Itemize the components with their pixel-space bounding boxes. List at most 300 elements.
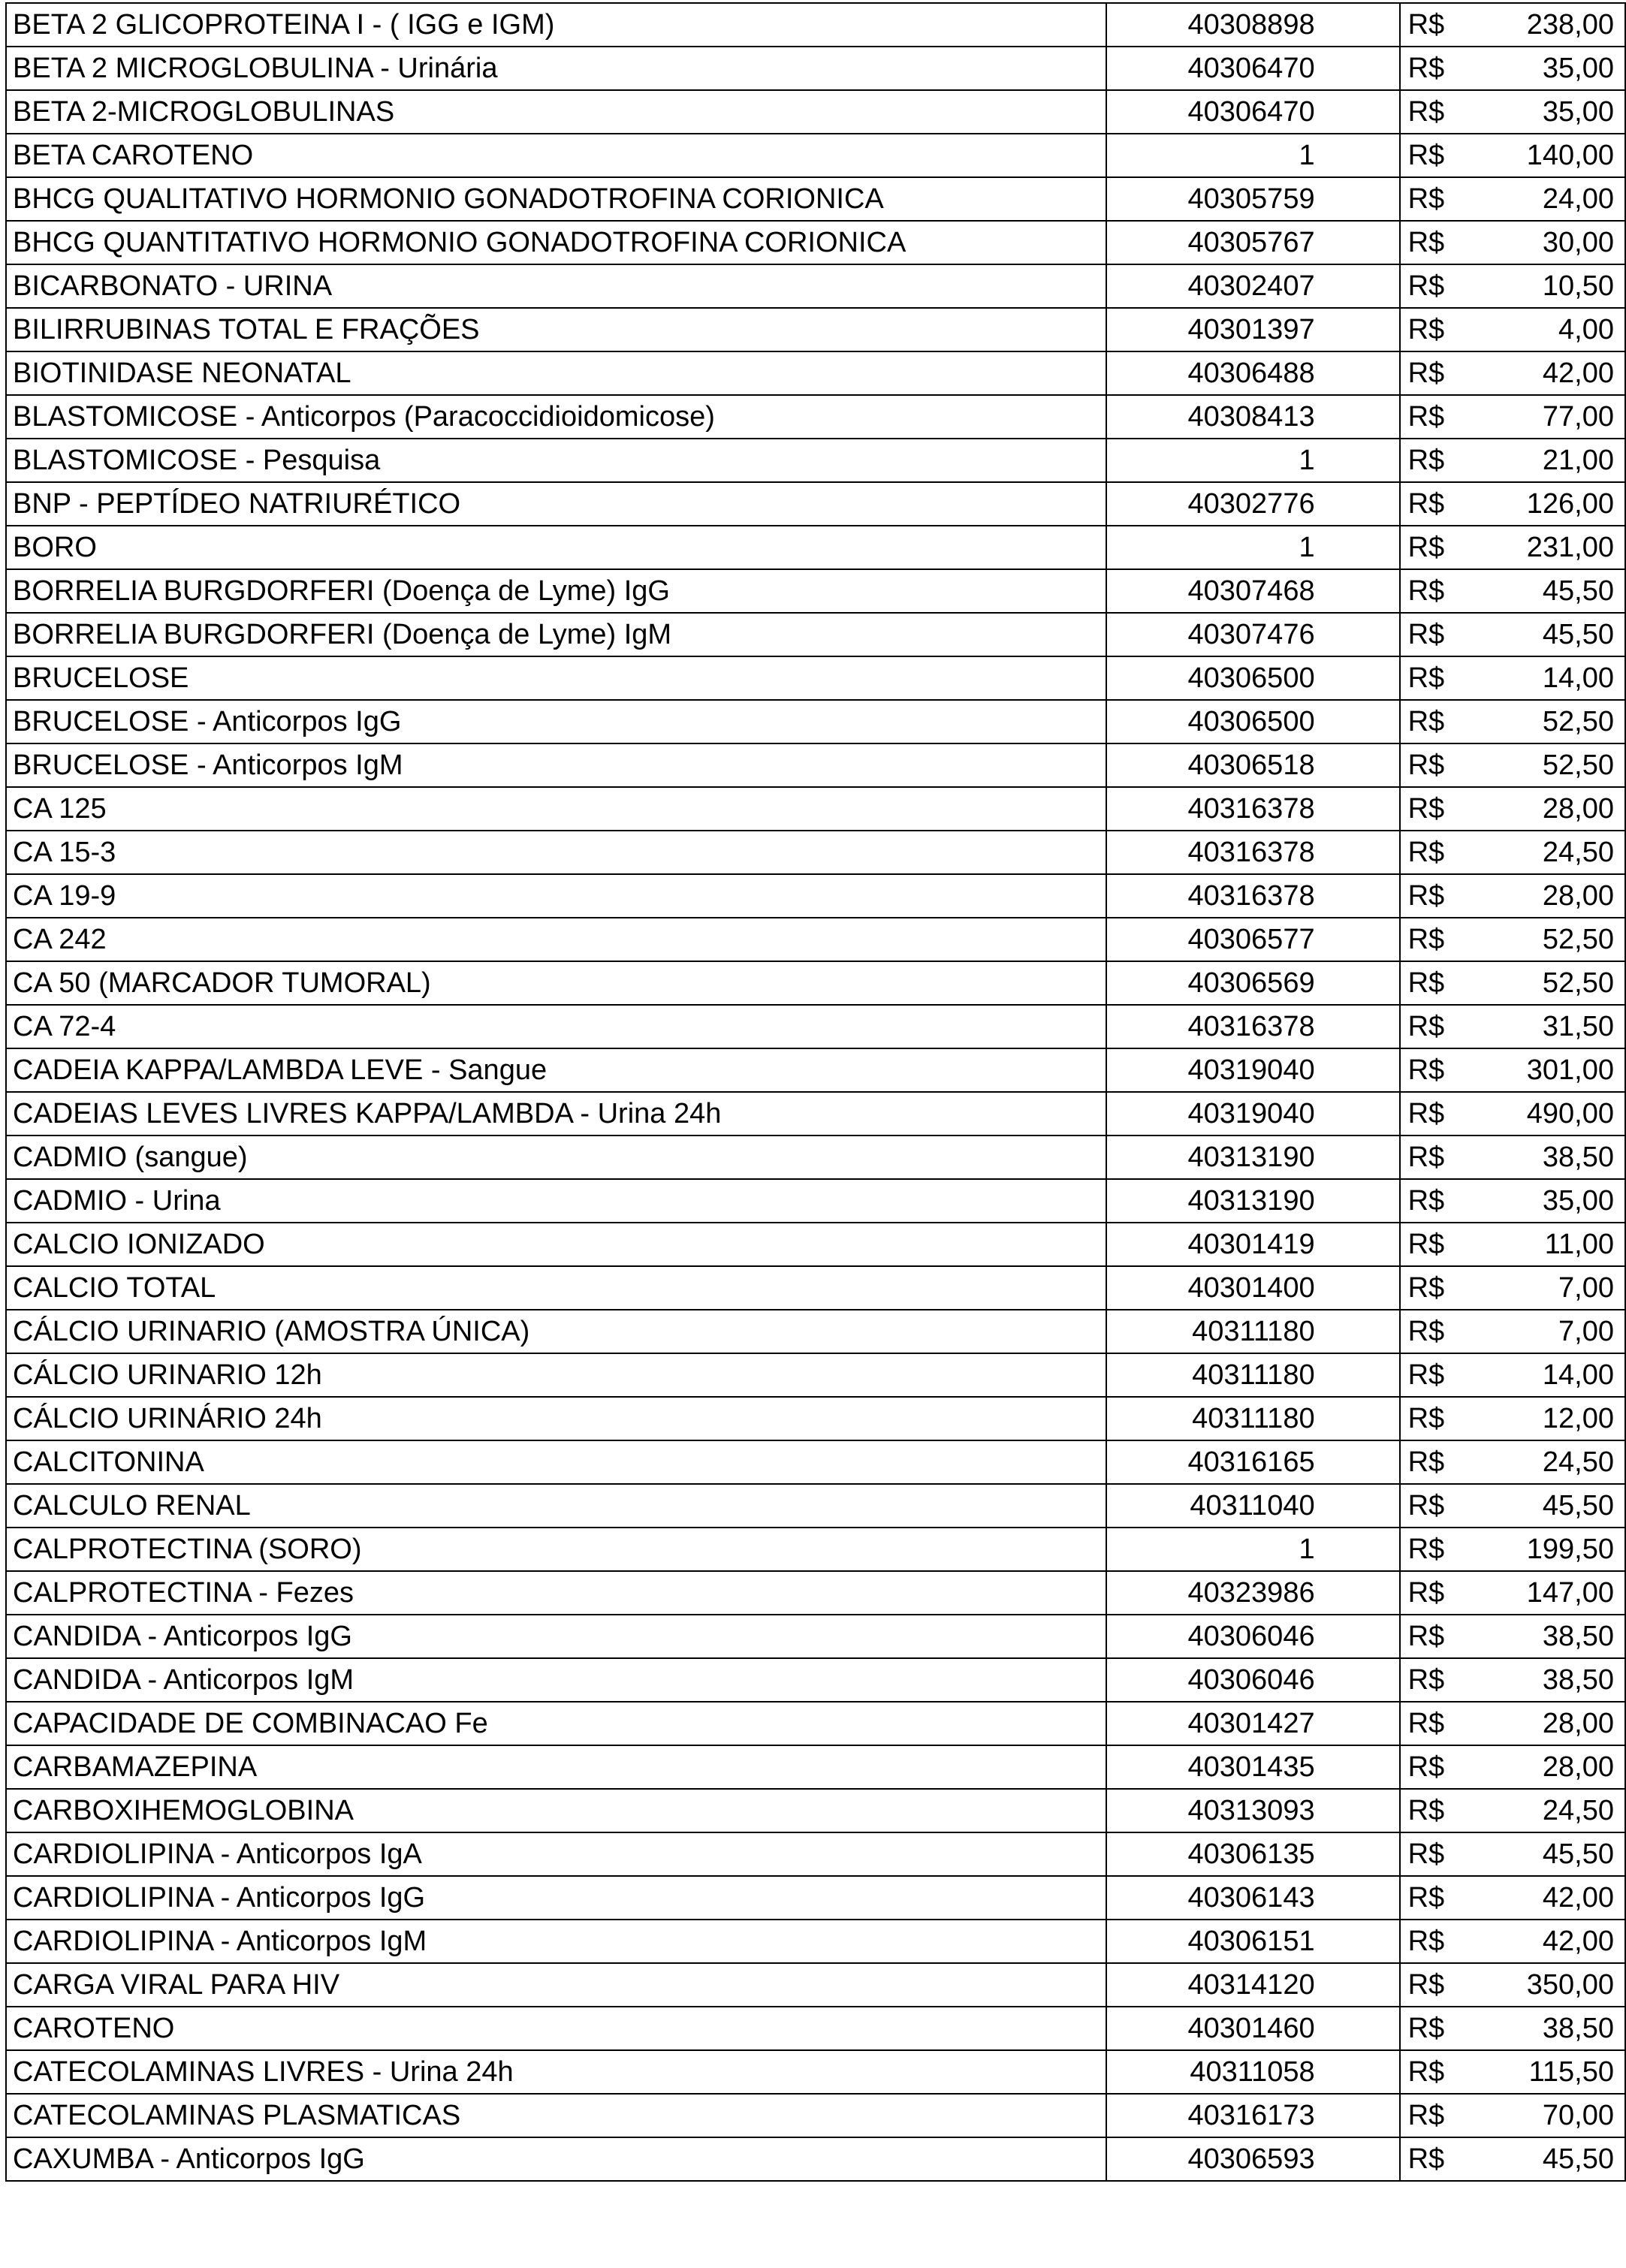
currency-symbol: R$: [1407, 1708, 1445, 1739]
exam-name-cell: CAPACIDADE DE COMBINACAO Fe: [6, 1702, 1106, 1745]
price-cell: [1400, 700, 1625, 743]
price-cell: [1400, 1136, 1625, 1179]
exam-code-cell: 1: [1106, 439, 1399, 482]
table-row: [6, 3, 1625, 47]
exam-code-cell: 40316378: [1106, 874, 1399, 918]
exam-code-cell: 40306135: [1106, 1832, 1399, 1876]
table-row: [6, 1702, 1625, 1745]
table-row: [6, 569, 1625, 613]
exam-name-cell: BILIRRUBINAS TOTAL E FRAÇÕES: [6, 308, 1106, 351]
price-value: 42,00: [1542, 1926, 1614, 1957]
table-row: [6, 1223, 1625, 1266]
price-cell: [1400, 1702, 1625, 1745]
price-value: 231,00: [1526, 532, 1614, 563]
table-row: [6, 1440, 1625, 1484]
price-value: 14,00: [1542, 1359, 1614, 1391]
exam-name-cell: BETA 2-MICROGLOBULINAS: [6, 90, 1106, 134]
price-cell: [1400, 918, 1625, 961]
table-row: [6, 961, 1625, 1005]
price-cell: [1400, 1832, 1625, 1876]
exam-name-cell: CARDIOLIPINA - Anticorpos IgA: [6, 1832, 1106, 1876]
exam-code-cell: 40302407: [1106, 264, 1399, 308]
exam-name-cell: CANDIDA - Anticorpos IgG: [6, 1615, 1106, 1658]
exam-name-cell: CAROTENO: [6, 2007, 1106, 2050]
exam-name-cell: CA 50 (MARCADOR TUMORAL): [6, 961, 1106, 1005]
price-value: 38,50: [1542, 2013, 1614, 2044]
currency-symbol: R$: [1407, 924, 1445, 955]
currency-symbol: R$: [1407, 575, 1445, 607]
price-value: 490,00: [1526, 1098, 1614, 1129]
exam-name-cell: BHCG QUALITATIVO HORMONIO GONADOTROFINA CORIONICA: [6, 177, 1106, 221]
price-cell: [1400, 1484, 1625, 1528]
table-row: [6, 1005, 1625, 1048]
price-value: 42,00: [1542, 1882, 1614, 1914]
exam-code-cell: 40302776: [1106, 482, 1399, 526]
exam-name-cell: BICARBONATO - URINA: [6, 264, 1106, 308]
price-cell: [1400, 1353, 1625, 1397]
price-value: 115,50: [1528, 2056, 1614, 2088]
exam-name-cell: BETA 2 GLICOPROTEINA I - ( IGG e IGM): [6, 3, 1106, 47]
table-row: [6, 134, 1625, 177]
table-row: [6, 1571, 1625, 1615]
table-row: [6, 918, 1625, 961]
currency-symbol: R$: [1407, 1011, 1445, 1042]
table-row: [6, 700, 1625, 743]
exam-code-cell: 40311180: [1106, 1310, 1399, 1353]
currency-symbol: R$: [1407, 1142, 1445, 1173]
currency-symbol: R$: [1407, 1229, 1445, 1260]
exam-name-cell: CARBAMAZEPINA: [6, 1745, 1106, 1789]
price-cell: [1400, 439, 1625, 482]
exam-name-cell: CATECOLAMINAS PLASMATICAS: [6, 2094, 1106, 2137]
currency-symbol: R$: [1407, 314, 1445, 345]
table-row: [6, 1615, 1625, 1658]
price-value: 45,50: [1542, 1838, 1614, 1870]
price-cell: [1400, 1789, 1625, 1832]
exam-code-cell: 40308413: [1106, 395, 1399, 439]
price-cell: [1400, 613, 1625, 656]
price-cell: [1400, 1440, 1625, 1484]
table-row: [6, 308, 1625, 351]
price-value: 147,00: [1526, 1577, 1614, 1609]
price-value: 38,50: [1542, 1621, 1614, 1652]
price-cell: [1400, 134, 1625, 177]
exam-name-cell: BETA 2 MICROGLOBULINA - Urinária: [6, 47, 1106, 90]
price-value: 350,00: [1526, 1969, 1614, 2001]
price-value: 38,50: [1542, 1664, 1614, 1696]
table-row: [6, 743, 1625, 787]
exam-code-cell: 40316165: [1106, 1440, 1399, 1484]
exam-code-cell: 40308898: [1106, 3, 1399, 47]
currency-symbol: R$: [1407, 1272, 1445, 1304]
currency-symbol: R$: [1407, 96, 1445, 128]
exam-code-cell: 40305767: [1106, 221, 1399, 264]
table-row: [6, 1179, 1625, 1223]
table-row: [6, 1310, 1625, 1353]
exam-code-cell: 40323986: [1106, 1571, 1399, 1615]
table-row: [6, 787, 1625, 831]
exam-code-cell: 40306577: [1106, 918, 1399, 961]
table-row: [6, 1048, 1625, 1092]
exam-name-cell: BORRELIA BURGDORFERI (Doença de Lyme) IgG: [6, 569, 1106, 613]
exam-name-cell: CÁLCIO URINARIO 12h: [6, 1353, 1106, 1397]
price-cell: [1400, 1963, 1625, 2007]
table-row: [6, 395, 1625, 439]
price-cell: [1400, 569, 1625, 613]
currency-symbol: R$: [1407, 1316, 1445, 1347]
exam-name-cell: BORRELIA BURGDORFERI (Doença de Lyme) IgM: [6, 613, 1106, 656]
price-cell: [1400, 1658, 1625, 1702]
table-row: [6, 831, 1625, 874]
currency-symbol: R$: [1407, 140, 1445, 171]
price-value: 35,00: [1542, 1185, 1614, 1217]
exam-code-cell: 40306470: [1106, 47, 1399, 90]
exam-code-cell: 40301419: [1106, 1223, 1399, 1266]
currency-symbol: R$: [1407, 357, 1445, 389]
table-row: [6, 1136, 1625, 1179]
table-row: [6, 221, 1625, 264]
price-cell: [1400, 177, 1625, 221]
exam-code-cell: 40316378: [1106, 787, 1399, 831]
currency-symbol: R$: [1407, 1359, 1445, 1391]
currency-symbol: R$: [1407, 1054, 1445, 1086]
table-row: [6, 1528, 1625, 1571]
table-row: [6, 1484, 1625, 1528]
exam-name-cell: CÁLCIO URINÁRIO 24h: [6, 1397, 1106, 1440]
exam-name-cell: CALCULO RENAL: [6, 1484, 1106, 1528]
exam-code-cell: 40313190: [1106, 1179, 1399, 1223]
table-row: [6, 90, 1625, 134]
table-row: [6, 264, 1625, 308]
currency-symbol: R$: [1407, 1926, 1445, 1957]
currency-symbol: R$: [1407, 619, 1445, 650]
table-row: [6, 2094, 1625, 2137]
exam-name-cell: BHCG QUANTITATIVO HORMONIO GONADOTROFINA CORIONICA: [6, 221, 1106, 264]
exam-name-cell: CAXUMBA - Anticorpos IgG: [6, 2137, 1106, 2181]
exam-code-cell: 40306500: [1106, 656, 1399, 700]
price-value: 126,00: [1526, 488, 1614, 520]
table-row: [6, 1658, 1625, 1702]
currency-symbol: R$: [1407, 1664, 1445, 1696]
price-cell: [1400, 2094, 1625, 2137]
exam-code-cell: 40316173: [1106, 2094, 1399, 2137]
price-value: 52,50: [1542, 924, 1614, 955]
price-value: 301,00: [1526, 1054, 1614, 1086]
price-value: 35,00: [1542, 96, 1614, 128]
table-row: [6, 1266, 1625, 1310]
price-cell: [1400, 264, 1625, 308]
price-cell: [1400, 1876, 1625, 1920]
exam-name-cell: CA 242: [6, 918, 1106, 961]
exam-name-cell: CA 15-3: [6, 831, 1106, 874]
price-value: 35,00: [1542, 53, 1614, 84]
currency-symbol: R$: [1407, 1751, 1445, 1783]
currency-symbol: R$: [1407, 1795, 1445, 1826]
price-value: 4,00: [1558, 314, 1614, 345]
price-cell: [1400, 1571, 1625, 1615]
currency-symbol: R$: [1407, 880, 1445, 912]
exam-code-cell: 40306569: [1106, 961, 1399, 1005]
price-value: 38,50: [1542, 1142, 1614, 1173]
exam-code-cell: 1: [1106, 526, 1399, 569]
currency-symbol: R$: [1407, 2013, 1445, 2044]
exam-name-cell: CADEIAS LEVES LIVRES KAPPA/LAMBDA - Urina 24h: [6, 1092, 1106, 1136]
price-value: 45,50: [1542, 2143, 1614, 2175]
exam-code-cell: 40301427: [1106, 1702, 1399, 1745]
price-cell: [1400, 1266, 1625, 1310]
price-value: 52,50: [1542, 706, 1614, 737]
price-cell: [1400, 787, 1625, 831]
table-row: [6, 526, 1625, 569]
price-value: 238,00: [1526, 9, 1614, 41]
price-value: 10,50: [1542, 270, 1614, 302]
price-value: 45,50: [1542, 619, 1614, 650]
price-value: 28,00: [1542, 1708, 1614, 1739]
price-cell: [1400, 2137, 1625, 2181]
price-value: 28,00: [1542, 880, 1614, 912]
price-cell: [1400, 1223, 1625, 1266]
exam-name-cell: CANDIDA - Anticorpos IgM: [6, 1658, 1106, 1702]
currency-symbol: R$: [1407, 967, 1445, 999]
exam-name-cell: BRUCELOSE: [6, 656, 1106, 700]
table-row: [6, 1092, 1625, 1136]
price-cell: [1400, 351, 1625, 395]
table-row: [6, 177, 1625, 221]
currency-symbol: R$: [1407, 227, 1445, 258]
exam-name-cell: CARBOXIHEMOGLOBINA: [6, 1789, 1106, 1832]
price-cell: [1400, 47, 1625, 90]
price-cell: [1400, 1745, 1625, 1789]
table-row: [6, 1876, 1625, 1920]
exam-code-cell: 40313093: [1106, 1789, 1399, 1832]
price-cell: [1400, 961, 1625, 1005]
table-row: [6, 2137, 1625, 2181]
price-cell: [1400, 1310, 1625, 1353]
table-row: [6, 482, 1625, 526]
table-row: [6, 1920, 1625, 1963]
exam-name-cell: BRUCELOSE - Anticorpos IgM: [6, 743, 1106, 787]
exam-code-cell: 40306470: [1106, 90, 1399, 134]
price-value: 52,50: [1542, 749, 1614, 781]
price-value: 42,00: [1542, 357, 1614, 389]
exam-name-cell: CADEIA KAPPA/LAMBDA LEVE - Sangue: [6, 1048, 1106, 1092]
currency-symbol: R$: [1407, 445, 1445, 476]
price-cell: [1400, 1179, 1625, 1223]
price-cell: [1400, 1615, 1625, 1658]
price-value: 52,50: [1542, 967, 1614, 999]
exam-name-cell: CA 19-9: [6, 874, 1106, 918]
table-row: [6, 874, 1625, 918]
price-value: 28,00: [1542, 793, 1614, 825]
currency-symbol: R$: [1407, 749, 1445, 781]
currency-symbol: R$: [1407, 401, 1445, 433]
price-value: 45,50: [1542, 575, 1614, 607]
price-cell: [1400, 1528, 1625, 1571]
currency-symbol: R$: [1407, 1098, 1445, 1129]
table-row: [6, 613, 1625, 656]
exam-code-cell: 40311180: [1106, 1353, 1399, 1397]
price-table: [5, 2, 1626, 2182]
table-row: [6, 2007, 1625, 2050]
currency-symbol: R$: [1407, 1577, 1445, 1609]
price-cell: [1400, 1005, 1625, 1048]
table-row: [6, 1353, 1625, 1397]
price-cell: [1400, 874, 1625, 918]
price-value: 31,50: [1542, 1011, 1614, 1042]
table-row: [6, 439, 1625, 482]
currency-symbol: R$: [1407, 1882, 1445, 1914]
exam-code-cell: 40313190: [1106, 1136, 1399, 1179]
exam-code-cell: 40306593: [1106, 2137, 1399, 2181]
exam-code-cell: 40311040: [1106, 1484, 1399, 1528]
exam-name-cell: BLASTOMICOSE - Pesquisa: [6, 439, 1106, 482]
currency-symbol: R$: [1407, 1969, 1445, 2001]
table-row: [6, 1397, 1625, 1440]
exam-name-cell: CALCIO IONIZADO: [6, 1223, 1106, 1266]
price-cell: [1400, 2007, 1625, 2050]
exam-code-cell: 40316378: [1106, 1005, 1399, 1048]
price-cell: [1400, 1397, 1625, 1440]
price-table-body: [6, 3, 1625, 2181]
currency-symbol: R$: [1407, 2056, 1445, 2088]
exam-name-cell: CARDIOLIPINA - Anticorpos IgM: [6, 1920, 1106, 1963]
price-value: 14,00: [1542, 662, 1614, 694]
price-value: 24,50: [1542, 1795, 1614, 1826]
currency-symbol: R$: [1407, 1185, 1445, 1217]
price-value: 21,00: [1542, 445, 1614, 476]
currency-symbol: R$: [1407, 488, 1445, 520]
exam-code-cell: 40306500: [1106, 700, 1399, 743]
exam-code-cell: 40311180: [1106, 1397, 1399, 1440]
exam-code-cell: 40307476: [1106, 613, 1399, 656]
exam-code-cell: 40319040: [1106, 1092, 1399, 1136]
table-row: [6, 351, 1625, 395]
currency-symbol: R$: [1407, 662, 1445, 694]
exam-code-cell: 40306488: [1106, 351, 1399, 395]
exam-code-cell: 1: [1106, 134, 1399, 177]
exam-code-cell: 40319040: [1106, 1048, 1399, 1092]
currency-symbol: R$: [1407, 1534, 1445, 1565]
exam-code-cell: 40301435: [1106, 1745, 1399, 1789]
currency-symbol: R$: [1407, 706, 1445, 737]
currency-symbol: R$: [1407, 532, 1445, 563]
exam-name-cell: BNP - PEPTÍDEO NATRIURÉTICO: [6, 482, 1106, 526]
currency-symbol: R$: [1407, 53, 1445, 84]
exam-name-cell: CÁLCIO URINARIO (AMOSTRA ÚNICA): [6, 1310, 1106, 1353]
price-value: 30,00: [1542, 227, 1614, 258]
exam-code-cell: 40306518: [1106, 743, 1399, 787]
price-cell: [1400, 1920, 1625, 1963]
table-row: [6, 1963, 1625, 2007]
exam-name-cell: CARGA VIRAL PARA HIV: [6, 1963, 1106, 2007]
exam-code-cell: 1: [1106, 1528, 1399, 1571]
currency-symbol: R$: [1407, 1838, 1445, 1870]
price-cell: [1400, 831, 1625, 874]
price-cell: [1400, 395, 1625, 439]
exam-name-cell: BRUCELOSE - Anticorpos IgG: [6, 700, 1106, 743]
exam-code-cell: 40306046: [1106, 1658, 1399, 1702]
price-cell: [1400, 2050, 1625, 2094]
currency-symbol: R$: [1407, 1621, 1445, 1652]
exam-name-cell: CADMIO - Urina: [6, 1179, 1106, 1223]
currency-symbol: R$: [1407, 2100, 1445, 2131]
exam-code-cell: 40305759: [1106, 177, 1399, 221]
currency-symbol: R$: [1407, 1490, 1445, 1522]
exam-code-cell: 40301460: [1106, 2007, 1399, 2050]
price-cell: [1400, 221, 1625, 264]
currency-symbol: R$: [1407, 2143, 1445, 2175]
price-cell: [1400, 482, 1625, 526]
price-cell: [1400, 1092, 1625, 1136]
table-row: [6, 656, 1625, 700]
price-cell: [1400, 1048, 1625, 1092]
price-cell: [1400, 743, 1625, 787]
price-value: 45,50: [1542, 1490, 1614, 1522]
table-row: [6, 1832, 1625, 1876]
exam-name-cell: CA 72-4: [6, 1005, 1106, 1048]
price-cell: [1400, 3, 1625, 47]
exam-code-cell: 40314120: [1106, 1963, 1399, 2007]
exam-name-cell: BLASTOMICOSE - Anticorpos (Paracoccidioidomicose): [6, 395, 1106, 439]
price-value: 24,00: [1542, 183, 1614, 215]
exam-code-cell: 40306151: [1106, 1920, 1399, 1963]
price-cell: [1400, 526, 1625, 569]
price-value: 77,00: [1542, 401, 1614, 433]
exam-code-cell: 40301397: [1106, 308, 1399, 351]
price-value: 11,00: [1544, 1229, 1614, 1260]
price-value: 24,50: [1542, 837, 1614, 868]
price-value: 199,50: [1526, 1534, 1614, 1565]
exam-code-cell: 40301400: [1106, 1266, 1399, 1310]
currency-symbol: R$: [1407, 1446, 1445, 1478]
price-value: 7,00: [1558, 1316, 1614, 1347]
exam-name-cell: CARDIOLIPINA - Anticorpos IgG: [6, 1876, 1106, 1920]
exam-code-cell: 40316378: [1106, 831, 1399, 874]
price-cell: [1400, 90, 1625, 134]
currency-symbol: R$: [1407, 1403, 1445, 1434]
table-row: [6, 2050, 1625, 2094]
exam-code-cell: 40306143: [1106, 1876, 1399, 1920]
price-value: 28,00: [1542, 1751, 1614, 1783]
price-value: 70,00: [1542, 2100, 1614, 2131]
currency-symbol: R$: [1407, 9, 1445, 41]
currency-symbol: R$: [1407, 270, 1445, 302]
price-value: 140,00: [1526, 140, 1614, 171]
price-cell: [1400, 308, 1625, 351]
currency-symbol: R$: [1407, 837, 1445, 868]
table-row: [6, 1745, 1625, 1789]
exam-code-cell: 40307468: [1106, 569, 1399, 613]
exam-name-cell: BIOTINIDASE NEONATAL: [6, 351, 1106, 395]
exam-name-cell: CALPROTECTINA - Fezes: [6, 1571, 1106, 1615]
exam-name-cell: CADMIO (sangue): [6, 1136, 1106, 1179]
exam-code-cell: 40311058: [1106, 2050, 1399, 2094]
price-cell: [1400, 656, 1625, 700]
price-value: 12,00: [1542, 1403, 1614, 1434]
currency-symbol: R$: [1407, 793, 1445, 825]
table-row: [6, 1789, 1625, 1832]
exam-name-cell: CALCIO TOTAL: [6, 1266, 1106, 1310]
exam-name-cell: BETA CAROTENO: [6, 134, 1106, 177]
price-value: 7,00: [1558, 1272, 1614, 1304]
exam-name-cell: CALPROTECTINA (SORO): [6, 1528, 1106, 1571]
table-row: [6, 47, 1625, 90]
exam-code-cell: 40306046: [1106, 1615, 1399, 1658]
exam-name-cell: CATECOLAMINAS LIVRES - Urina 24h: [6, 2050, 1106, 2094]
exam-name-cell: BORO: [6, 526, 1106, 569]
exam-name-cell: CA 125: [6, 787, 1106, 831]
price-value: 24,50: [1542, 1446, 1614, 1478]
